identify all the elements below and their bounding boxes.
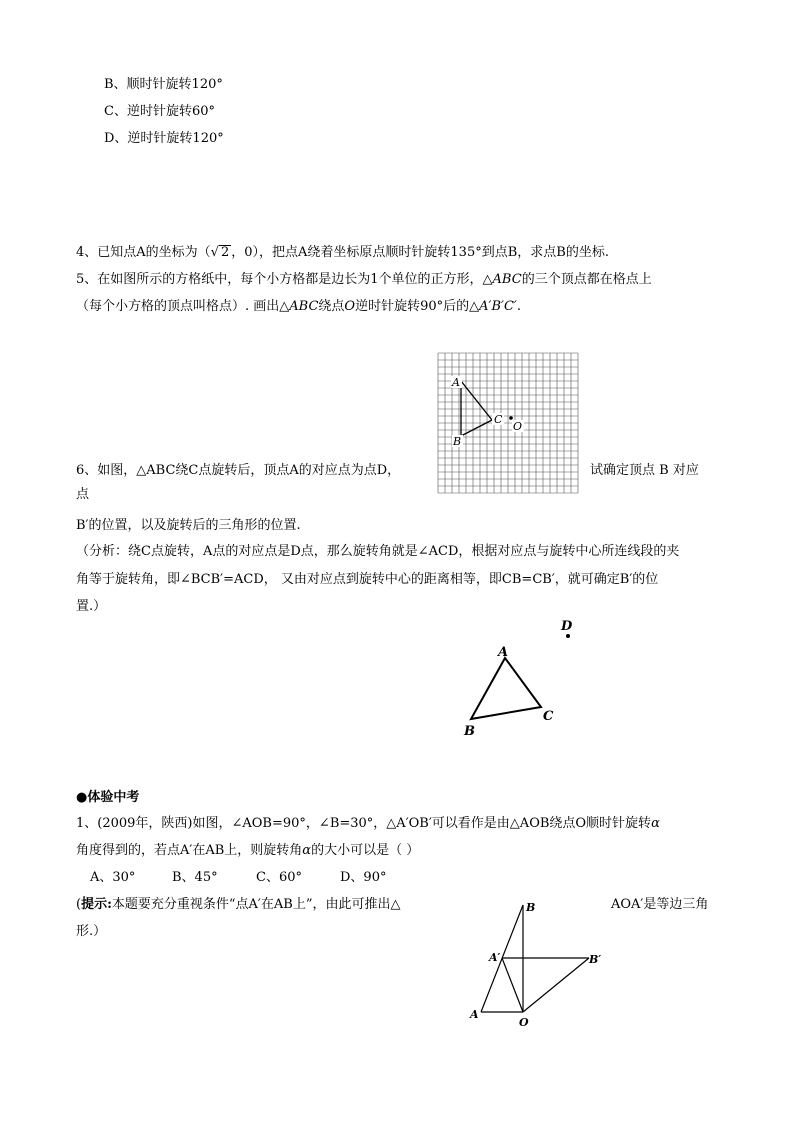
exam1-line2 <box>76 842 419 860</box>
q5-triangle-2: ABC <box>289 299 319 314</box>
exam1-line1 <box>76 815 660 833</box>
exam1-hint-end: 形.） <box>76 924 107 939</box>
hint-paren: ( <box>76 897 82 912</box>
segment-ac <box>461 381 492 420</box>
option-d: D、逆时针旋转120° <box>104 131 224 146</box>
exam1-option-a: A、30° <box>90 870 136 885</box>
grid-label-c: C <box>494 413 503 426</box>
q5-triangle: ABC <box>492 272 522 287</box>
hint-text-a: 本题要充分重视条件“点A′在AB上”，由此可推出△ <box>111 897 401 912</box>
point-d <box>566 634 570 638</box>
q5-text-e: 逆时针旋转90°后的△ <box>355 299 480 314</box>
fig3-label-a1: A′ <box>489 951 501 964</box>
grid-label-b: B <box>453 435 462 448</box>
triangle-figure <box>455 615 595 745</box>
tri-label-d: D <box>561 619 573 634</box>
section-title: ●体验中考 <box>76 790 140 805</box>
exam1-text-b: 角度得到的，若点A′在AB上，则旋转角 <box>76 843 303 858</box>
q6-analysis-1: （分析：绕C点旋转，A点的对应点是D点，那么旋转角就是∠ACD，根据对应点与旋转中心所连线段的夹 <box>76 544 680 559</box>
q6-line1-left: 6、如图，△ABC绕C点旋转后，顶点A的对应点为点D， <box>76 463 401 478</box>
exam1-text-c: 的大小可以是（ ） <box>311 843 420 858</box>
q5-center: O <box>344 299 356 314</box>
grid-label-o: O <box>513 420 523 433</box>
exam1-option-c: C、60° <box>256 870 302 885</box>
exam1-text-a: 1、(2009年，陕西)如图，∠AOB=90°，∠B=30°，△A′OB′可以看作是由△AOB绕点O顺时针旋转 <box>76 816 652 831</box>
q5-text-f: . <box>516 299 522 314</box>
tri-label-b: B <box>464 724 475 739</box>
triangle-abc <box>471 658 541 719</box>
q4-suffix: ，0），把点A绕着坐标原点顺时针旋转135°到点B，求点B的坐标. <box>231 245 609 260</box>
fig3-label-b1: B′ <box>589 953 602 966</box>
tri-label-c: C <box>543 709 554 724</box>
exam1-hint <box>76 896 400 914</box>
exam1-option-d: D、90° <box>340 870 387 885</box>
grid-figure <box>437 352 579 494</box>
exam1-alpha: α <box>651 816 660 831</box>
q6-analysis-2: 角等于旋转角，即∠BCB′=ACD， 又由对应点到旋转中心的距离相等，即CB=CB′，就可确定B′的位 <box>76 572 659 587</box>
segment-a1o <box>502 958 523 1012</box>
tri-label-a: A <box>498 645 509 660</box>
hint-label: 提示: <box>81 897 112 912</box>
exam1-alpha-2: α <box>302 843 312 858</box>
q6-analysis-3: 置.） <box>76 599 107 614</box>
question-5-line2 <box>76 298 521 316</box>
q6-line2: B′的位置，以及旋转后的三角形的位置. <box>76 518 301 533</box>
q5-text-a: 5、在如图所示的方格纸中，每个小方格都是边长为1个单位的正方形，△ <box>76 272 493 287</box>
q6-line1-right: 试确定顶点 B 对应 <box>590 463 699 478</box>
exam1-hint-right: AOA′是等边三角 <box>611 897 709 912</box>
option-b: B、顺时针旋转120° <box>104 77 223 92</box>
q6-line1-wrap: 点 <box>76 487 90 502</box>
q5-text-b: 的三个顶点都在格点上 <box>521 272 652 287</box>
q4-prefix: 4、已知点A的坐标为（ <box>76 245 211 260</box>
q5-triangle-3: A′B′C′ <box>479 299 517 314</box>
fig3-label-o: O <box>519 1016 529 1029</box>
question-5-line1 <box>76 271 652 289</box>
fig3-label-b: B <box>526 901 536 914</box>
rotation-figure <box>465 895 615 1035</box>
grid-label-a: A <box>452 376 460 389</box>
option-c: C、逆时针旋转60° <box>104 104 215 119</box>
exam1-option-b: B、45° <box>172 870 218 885</box>
question-4: 4、已知点A的坐标为（√ 2 ，0），把点A绕着坐标原点顺时针旋转135°到点B，求点B的坐标. <box>76 245 609 260</box>
q4-radicand: 2 <box>220 245 230 260</box>
segment-bc <box>461 420 492 436</box>
fig3-label-a: A <box>470 1008 479 1021</box>
segment-ob1 <box>523 958 589 1012</box>
q5-text-c: （每个小方格的顶点叫格点）. 画出△ <box>76 299 290 314</box>
q5-text-d: 绕点 <box>318 299 345 314</box>
